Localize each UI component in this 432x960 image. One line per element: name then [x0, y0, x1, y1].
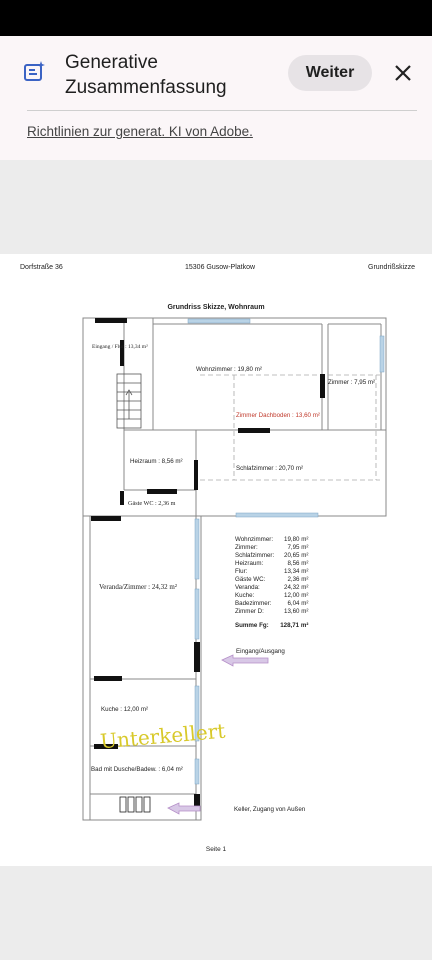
area-row [235, 576, 308, 584]
area-row [235, 552, 308, 560]
room-kueche: Kuche : 12,00 m² [101, 706, 149, 713]
ai-summary-icon [22, 60, 46, 84]
floor-plan [0, 254, 432, 866]
area-value: 13,60 m² [284, 608, 309, 615]
plan-title: Grundriss Skizze, Wohnraum [167, 304, 265, 311]
area-value: 19,80 m² [284, 536, 309, 543]
room-wohnzimmer: Wohnzimmer : 19,80 m² [196, 366, 262, 373]
banner-divider [27, 110, 417, 111]
area-value: 20,65 m² [284, 552, 309, 559]
pdf-page [0, 254, 432, 866]
area-row [235, 536, 308, 544]
area-name: Wohnzimmer: [235, 536, 274, 543]
room-eingang: Eingang / Flur : 13,34 m² [92, 344, 148, 350]
policy-link[interactable]: Richtlinien zur generat. KI von Adobe. [27, 124, 253, 139]
area-table [235, 536, 308, 630]
room-zimmer: Zimmer : 7,95 m² [328, 379, 376, 386]
area-value: 8,56 m² [287, 560, 309, 567]
room-dachboden: Zimmer Dachboden : 13,60 m² [236, 412, 320, 419]
room-gaeste-wc: Gäste WC : 2,36 m [128, 500, 176, 507]
area-row [235, 584, 308, 592]
area-row [235, 560, 308, 568]
unterkellert-stamp: Unterkellert [99, 718, 227, 754]
area-name: Kuche: [235, 592, 255, 599]
header-city: 15306 Gusow-Platkow [185, 264, 256, 271]
area-value: 12,00 m² [284, 592, 309, 599]
room-heizraum: Heizraum : 8,56 m² [130, 458, 183, 465]
area-name: Veranda: [235, 584, 260, 591]
area-value: 13,34 m² [284, 568, 309, 575]
area-value: 6,04 m² [287, 600, 309, 607]
area-row [235, 568, 308, 576]
area-value: 2,36 m² [287, 576, 309, 583]
area-row [235, 600, 308, 608]
page-number: Seite 1 [205, 846, 227, 853]
area-total-row [235, 622, 308, 630]
total-value: 128,71 m² [280, 622, 309, 629]
area-row [235, 592, 308, 600]
banner-title: Generative Zusammenfassung [65, 52, 227, 98]
area-name: Gäste WC: [235, 576, 266, 583]
continue-button[interactable]: Weiter [288, 55, 372, 91]
area-row [235, 608, 308, 616]
total-label: Summe Fg: [235, 622, 269, 629]
close-icon[interactable] [390, 60, 416, 86]
area-name: Zimmer: [235, 544, 258, 551]
room-bad: Bad mit Dusche/Badew. : 6,04 m² [91, 766, 183, 773]
cellar-label: Keller, Zugang von Außen [234, 806, 306, 813]
area-row [235, 544, 308, 552]
area-value: 7,95 m² [287, 544, 309, 551]
header-address: Dorfstraße 36 [20, 264, 63, 271]
room-veranda: Veranda/Zimmer : 24,32 m² [99, 583, 177, 591]
entrance-label: Eingang/Ausgang [236, 648, 285, 655]
area-value: 24,32 m² [284, 584, 309, 591]
status-bar [0, 0, 432, 36]
area-name: Badezimmer: [235, 600, 272, 607]
room-schlafzimmer: Schlafzimmer : 20,70 m² [236, 465, 304, 472]
area-name: Heizraum: [235, 560, 264, 567]
area-name: Schlafzimmer: [235, 552, 275, 559]
area-name: Zimmer D: [235, 608, 264, 615]
area-name: Flur: [235, 568, 248, 575]
header-doc-type: Grundrißskizze [368, 264, 416, 271]
